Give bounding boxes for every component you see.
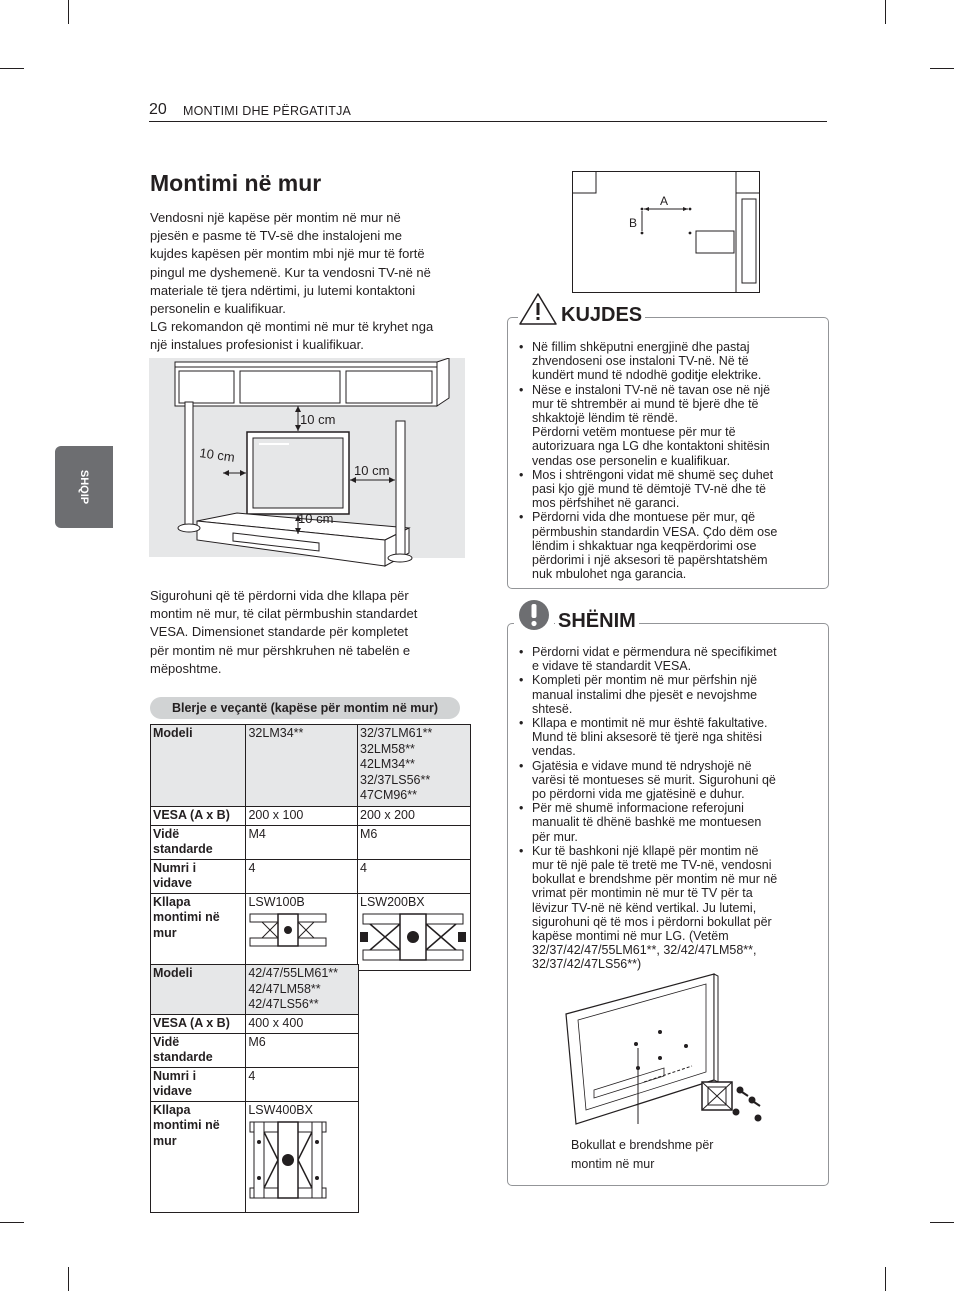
table-row: Kllapa montimi në mur LSW100B LSW200BX [151, 893, 471, 970]
dimension-a-label: A [660, 194, 669, 208]
table-row: Numri i vidave 4 4 [151, 859, 471, 893]
table-row: Modeli 42/47/55LM61** 42/47LM58** 42/47LS56** [151, 965, 359, 1015]
vesa-table-1 [150, 724, 471, 971]
table-row: VESA (A x B) 200 x 100 200 x 200 [151, 807, 471, 826]
note-list [517, 645, 822, 972]
vesa-table-2 [150, 964, 359, 1213]
caution-title: KUJDES [558, 304, 645, 327]
page-title: Montimi në mur [150, 170, 322, 196]
bracket-lsw200bx-icon [360, 910, 466, 964]
crop-mark [0, 68, 24, 69]
tv-back-spacer-illustration [564, 972, 774, 1134]
clearance-right-label: 10 cm [354, 463, 390, 478]
list-item: • Për më shumë informacione referojuni manualit të dhënë bashkë me montuesen për mur. [517, 801, 822, 844]
list-item: • Përdorni vidat e përmendura në specifikimet e vidave të standardit VESA. [517, 645, 822, 673]
list-item: • Gjatësia e vidave mund të ndryshojë në varësi të montueses së murit. Sigurohuni që po përdorni vida me gjatësinë e duhur. [517, 759, 822, 802]
table-row: Kllapa montimi në mur LSW400BX [151, 1101, 359, 1212]
warning-triangle-icon [518, 292, 558, 326]
crop-mark [885, 0, 886, 24]
page-number: 20 [149, 101, 167, 118]
header-rule [149, 121, 827, 122]
crop-mark [68, 1267, 69, 1291]
dimension-b-label: B [629, 216, 638, 230]
intro-paragraph: Vendosni një kapëse për montim në mur në pjesën e pasme të TV-së dhe instalojeni me kujdes kapësen për montim mbi një mur të fortë pingul me dyshemenë. Kur ta vendosni TV-në në materiale të tjera ndërtimi, ju lutemi kontaktoni personelin e kualifikuar. LG rekomandon që montimi në mur të kryhet nga një instalues profesionist i kualifikuar. [150, 210, 434, 353]
note-title: SHËNIM [555, 610, 639, 633]
list-item: • Kllapa e montimit në mur është fakultative. Mund të blini aksesorë të tjerë nga shitësi vendas. [517, 716, 822, 759]
crop-mark [68, 0, 69, 24]
clearance-left-label: 10 cm [198, 445, 236, 465]
crop-mark [930, 1222, 954, 1223]
table-caption: Blerje e veçantë (kapëse për montim në mur) [150, 697, 460, 719]
list-item: • Kompleti për montim në mur përfshin një manual instalimi dhe pjesët e nevojshme shtesë. [517, 673, 822, 716]
caution-list [517, 340, 822, 581]
list-item: • Në fillim shkëputni energjinë dhe pastaj zhvendoseni ose instaloni TV-në. Në të kundërt mund të ndodhë goditje elektrike. [517, 340, 822, 383]
language-tab-label: SHQIP [78, 469, 90, 505]
language-tab [55, 446, 113, 528]
table-row: Modeli 32LM34** 32/37LM61** 32LM58** 42LM34** 32/37LS56** 47CM96** [151, 725, 471, 807]
clearance-bottom-label: 10 cm [298, 511, 334, 526]
bracket-icon [702, 1082, 762, 1122]
tv-clearance-illustration [149, 358, 465, 580]
crop-mark [0, 1222, 24, 1223]
list-item: • Mos i shtrëngoni vidat më shumë seç duhet pasi kjo gjë mund të dëmtojë TV-në dhe të mos përfshihet në garanci. [517, 468, 822, 511]
list-item: • Kur të bashkoni një kllapë për montim në mur të një pale të tretë me TV-në, vendosni bokullat e brendshme për montim në mur në vrimat për montimin në mur të TV për ta lëvizur TV-në në kënd vertikal. Ju lutemi, sigurohuni që të mos i përdorni bokullat për kapëse montimi në mur LG. (Vetëm 32/37/42/47/55LM61**, 32/42/47LM58**, 32/37/42/47LS56**) [517, 844, 822, 972]
vesa-ab-diagram [572, 171, 760, 293]
clearance-top-label: 10 cm [300, 412, 336, 427]
table-row: Vidë standarde M6 [151, 1033, 359, 1067]
list-item: • Nëse e instaloni TV-në në tavan ose në një mur të shtrembër ai mund të bjerë dhe të shkaktojë lëndim të rëndë. Përdorni vetëm montuese për mur të autorizuara nga LG dhe kontaktoni shitësin vendas ose personelin e kualifikuar. [517, 383, 822, 468]
table-row: Vidë standarde M4 M6 [151, 825, 471, 859]
crop-mark [930, 68, 954, 69]
list-item: • Përdorni vida dhe montuese për mur, që përmbushin standardin VESA. Çdo dëm ose lëndim i shkaktuar nga keqpërdorimi ose përdorimi i një aksesori të papërshtatshëm nuk mbulohet nga garancia. [517, 510, 822, 581]
vesa-paragraph: Sigurohuni që të përdorni vida dhe kllapa për montim në mur, të cilat përmbushin standardet VESA. Dimensionet standarde për kompletet për montim në mur përshkruhen në tabelën e mëposhtme. [150, 588, 418, 676]
spacer-figure-caption: Bokullat e brendshme për montim në mur [571, 1138, 714, 1171]
table-row: VESA (A x B) 400 x 400 [151, 1015, 359, 1034]
bracket-lsw400bx-icon [248, 1118, 328, 1202]
table-row: Numri i vidave 4 [151, 1067, 359, 1101]
bracket-lsw100b-icon [248, 910, 328, 950]
exclamation-circle-icon [514, 598, 554, 634]
section-header: MONTIMI DHE PËRGATITJA [183, 104, 352, 118]
crop-mark [885, 1267, 886, 1291]
